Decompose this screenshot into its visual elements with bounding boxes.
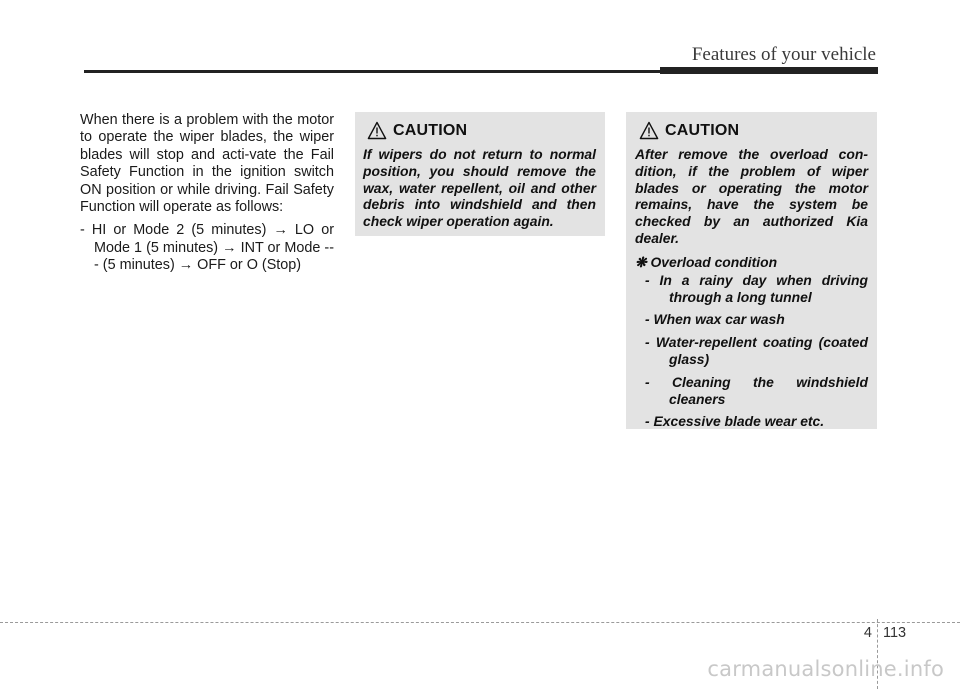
- page-number: 113: [883, 625, 907, 641]
- body-text-column: [80, 112, 334, 275]
- caution-header: [367, 120, 596, 142]
- list-item: - In a rainy day when driving through a long tunnel: [645, 271, 868, 305]
- section-title: Features of your vehicle: [691, 44, 876, 65]
- caution-text: If wipers do not return to normal position, you should remove the wax, water repellent, oil and other debris into windshield and then check wiper operation again.: [363, 146, 596, 230]
- header-rule-accent: [660, 67, 878, 74]
- caution-title: CAUTION: [393, 122, 468, 139]
- overload-condition-heading: ❋ Overload condition: [635, 253, 778, 270]
- caution-box-overload: [626, 112, 877, 429]
- warning-triangle-icon: [367, 121, 389, 141]
- list-item: - When wax car wash: [645, 311, 785, 328]
- fail-safety-sequence: - HI or Mode 2 (5 minutes) → LO or Mode 1 (5 minutes) → INT or Mode --- (5 minutes) → OFF or O (Stop): [80, 222, 334, 274]
- list-item: - Cleaning the windshield cleaners: [645, 373, 868, 407]
- chapter-number: 4: [863, 625, 872, 641]
- watermark-text: carmanualsonline.info: [707, 657, 944, 681]
- overload-condition-list: [635, 272, 868, 430]
- footer-rule: [0, 622, 960, 623]
- caution-title: CAUTION: [665, 122, 740, 139]
- caution-box-wiper-return: [355, 112, 605, 236]
- caution-header: [639, 120, 868, 142]
- list-item: - Excessive blade wear etc.: [645, 413, 825, 430]
- list-item: - Water-repellent coating (coated glass): [645, 334, 868, 367]
- warning-triangle-icon: [639, 121, 661, 141]
- caution-text: After remove the overload con-dition, if the problem of wiper blades or operating the motor remains, have the system be checked by an authorized Kia dealer.: [635, 146, 868, 246]
- fail-safety-paragraph: When there is a problem with the motor to operate the wiper blades, the wiper blades will stop and acti-vate the Fail Safety Function in the ignition switch ON position or while driving. Fail Safety Function will operate as follows:: [80, 112, 334, 216]
